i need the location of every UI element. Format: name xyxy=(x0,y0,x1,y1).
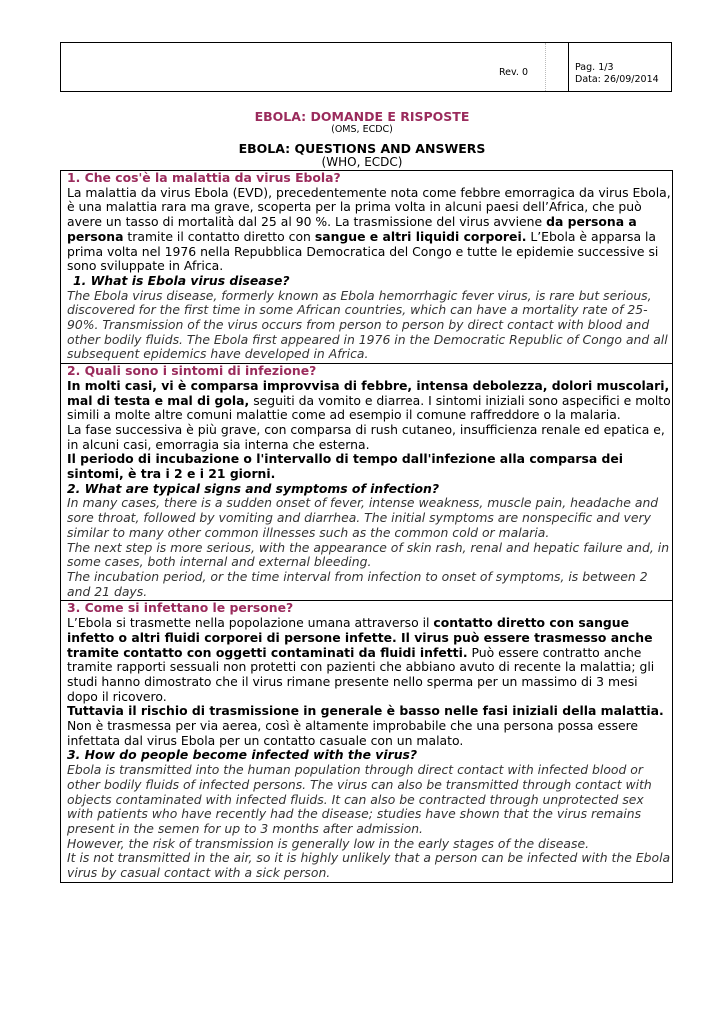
answer-italian: Non è trasmessa per via aerea, così è altamente improbabile che una persona possa essere infettata dal virus Ebola per un contatto casuale con un malato. xyxy=(67,718,639,748)
answer-english: However, the risk of transmission is generally low in the early stages of the disease. xyxy=(67,835,590,851)
answer-text: L’Ebola si trasmette nella popolazione umana attraverso il xyxy=(67,615,434,631)
title-italian: EBOLA: DOMANDE E RISPOSTE xyxy=(254,109,470,124)
header-divider xyxy=(568,43,569,91)
answer-italian xyxy=(67,616,672,704)
answer-text: Può essere contratto anche tramite rapporti sessuali non protetti con pazienti che abbiano avuto di recente la malattia; gli studi hanno dimostrato che il virus rimane presente nello sperma per un massimo di 3 mesi dopo il ricovero. xyxy=(67,644,655,704)
header-divider xyxy=(545,43,546,91)
question-italian: 1. Che cos'è la malattia da virus Ebola? xyxy=(67,170,341,185)
question-english: 1. What is Ebola virus disease? xyxy=(73,272,290,288)
qa-table xyxy=(60,170,673,883)
answer-italian-bold: Il periodo di incubazione o l'intervallo di tempo dall'infezione alla comparsa dei sintomi, è tra i 2 e i 21 giorni. xyxy=(67,451,624,482)
section-3 xyxy=(61,600,672,881)
answer-bold-text: In molti casi, vi è comparsa improvvisa di febbre, intensa debolezza, dolori muscolari, mal di testa e mal di gola, xyxy=(67,377,670,408)
page-info xyxy=(575,62,659,86)
answer-english: It is not transmitted in the air, so it is highly unlikely that a person can be infected with the Ebola virus by casual contact with a sick person. xyxy=(67,850,671,881)
answer-italian-bold: Tuttavia il rischio di trasmissione in generale è basso nelle fasi iniziali della malattia. xyxy=(67,703,664,719)
answer-english: The next step is more serious, with the appearance of skin rash, renal and hepatic failure and, in some cases, both internal and external bleeding. xyxy=(67,539,670,570)
answer-italian xyxy=(67,186,672,274)
section-1 xyxy=(61,171,672,363)
subtitle-italian: (OMS, ECDC) xyxy=(331,124,393,135)
answer-bold-text: da persona a persona xyxy=(67,214,637,244)
answer-italian: La fase successiva è più grave, con comparsa di rush cutaneo, insufficienza renale ed epatica e, in alcuni casi, emorragia sia interna che esterna. xyxy=(67,421,665,452)
answer-text: L’Ebola è apparsa la prima volta nel 1976 nella Repubblica Democratica del Congo e tutte le epidemie successive si sono sviluppate in Africa. xyxy=(67,228,659,274)
answer-english: Ebola is transmitted into the human population through direct contact with infected blood or other bodily fluids of infected persons. The virus can also be transmitted through contact with objects contaminated with infected fluids. It can also be contracted through unprotected sex with patients who have recently had the disease; studies have shown that the virus remains present in the semen for up to 3 months after admission. xyxy=(67,762,652,836)
revision-label: Rev. 0 xyxy=(499,67,528,78)
document-header xyxy=(60,42,672,92)
question-italian: 3. Come si infettano le persone? xyxy=(67,600,294,616)
answer-text: seguiti da vomito e diarrea. I sintomi iniziali sono aspecifici e molto simili a molte altre comuni malattie come ad esempio il comune raffreddore o la malaria. xyxy=(67,392,671,423)
question-italian: 2. Quali sono i sintomi di infezione? xyxy=(67,363,317,379)
question-english: 2. What are typical signs and symptoms of infection? xyxy=(67,480,440,496)
answer-text: tramite il contatto diretto con xyxy=(123,228,315,244)
document-date: Data: 26/09/2014 xyxy=(575,74,659,85)
answer-bold-text: contatto diretto con sangue infetto o altri fluidi corporei di persone infette. Il virus può essere trasmesso anche tramite contatto con oggetti contaminati da fluidi infetti. xyxy=(67,615,653,660)
section-2 xyxy=(61,363,672,600)
title-english: EBOLA: QUESTIONS AND ANSWERS xyxy=(238,141,486,156)
answer-text: La malattia da virus Ebola (EVD), precedentemente nota come febbre emorragica da virus Ebola, è una malattia rara ma grave, scoperta per la prima volta in alcuni paesi dell’Africa, che può avere un tasso di mortalità dal 25 al 90 %. La trasmissione del virus avviene xyxy=(67,184,671,230)
answer-english: In many cases, there is a sudden onset of fever, intense weakness, muscle pain, headache and sore throat, followed by vomiting and diarrhea. The initial symptoms are nonspecific and very similar to many other common illnesses such as the common cold or malaria. xyxy=(67,495,659,540)
subtitle-english: (WHO, ECDC) xyxy=(321,155,403,169)
answer-english: The Ebola virus disease, formerly known as Ebola hemorrhagic fever virus, is rare but serious, discovered for the first time in some African countries, which can have a mortality rate of 25-90%. Transmission of the virus occurs from person to person by direct contact with blood and other bodily fluids. The Ebola first appeared in 1976 in the Democratic Republic of Congo and all subsequent epidemics have developed in Africa. xyxy=(67,287,668,362)
page-number: Pag. 1/3 xyxy=(575,62,614,73)
question-english: 3. How do people become infected with the virus? xyxy=(67,747,418,763)
answer-english: The incubation period, or the time interval from infection to onset of symptoms, is between 2 and 21 days. xyxy=(67,568,648,599)
answer-bold-text: sangue e altri liquidi corporei. xyxy=(314,228,527,244)
answer-italian xyxy=(67,379,672,423)
